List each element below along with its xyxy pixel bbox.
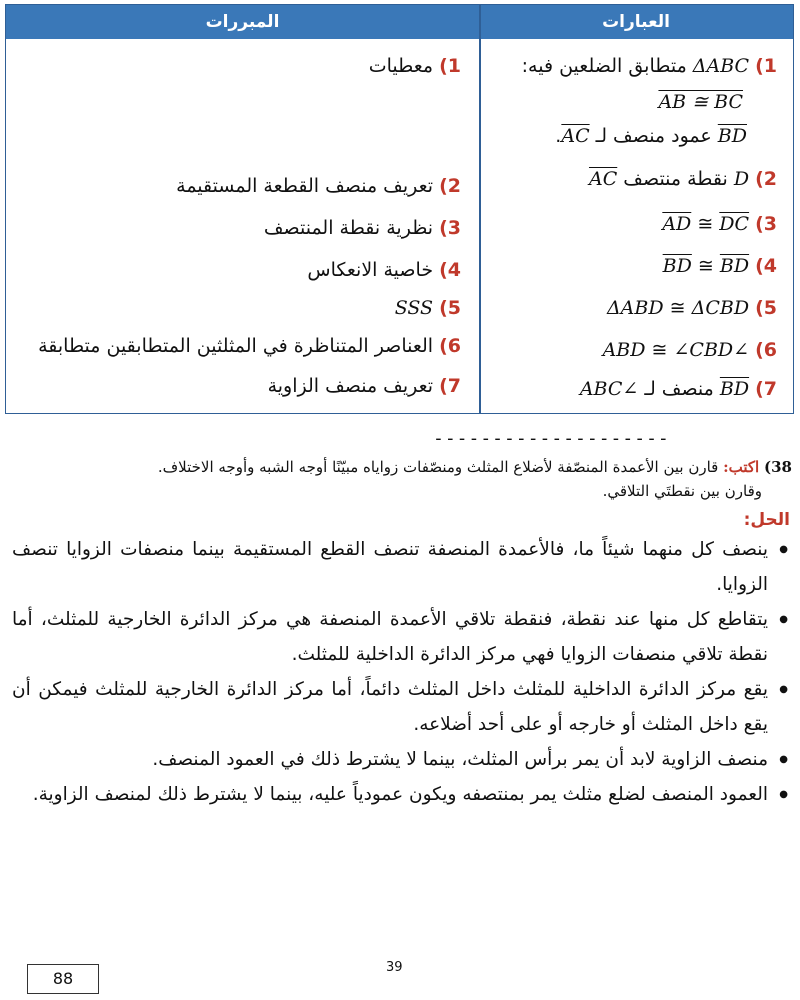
- header-reasons: المبررات: [205, 12, 280, 32]
- reason-3: 3)نظرية نقطة المنتصف: [263, 217, 461, 239]
- separator-line: --------------------: [433, 428, 670, 449]
- statement-6: 6)∠ABD ≅ ∠CBD: [602, 339, 777, 361]
- header-statements: العبارات: [602, 12, 670, 32]
- statement-1-line3: BD عمود منصف لـ AC.: [555, 125, 747, 147]
- statement-1-line2: AB ≅ BC: [658, 91, 743, 113]
- solution-label: الحل:: [743, 510, 790, 530]
- reason-6: 6)العناصر المتناظرة في المثلثين المتطابقين متطابقة: [38, 335, 461, 357]
- statement-2: 2)D نقطة منتصف AC: [588, 168, 777, 190]
- question-line-1: 38) اكتب: قارن بين الأعمدة المنصّفة لأضلاع المثلث ومنصّفات زواياه مبيّنًا أوجه الشبه وأوجه الاختلاف.: [157, 458, 792, 476]
- statement-3: 3)AD ≅ DC: [662, 213, 777, 235]
- table-header: [6, 5, 793, 39]
- question-line-2: وقارن بين نقطتَي التلاقي.: [602, 482, 762, 500]
- list-item: ● العمود المنصف لضلع مثلث يمر بمنتصفه ويكون عمودياً عليه، بينما لا يشترط ذلك لمنصف الزاوية.: [12, 777, 790, 812]
- proof-table: [5, 4, 794, 414]
- reason-4: 4)خاصية الانعكاس: [307, 259, 461, 281]
- statement-1-text: ΔABC متطابق الضلعين فيه:: [521, 55, 750, 77]
- column-divider: [479, 5, 481, 413]
- reason-7: 7)تعريف منصف الزاوية: [267, 375, 461, 397]
- page-box: 88: [27, 964, 99, 994]
- list-item: ● يتقاطع كل منها عند نقطة، فنقطة تلاقي الأعمدة المنصفة هي مركز الدائرة الخارجية للمثلث، أما نقطة تلاقي منصفات الزوايا فهي مركز الدائرة الداخلية للمثلث.: [12, 602, 790, 672]
- statement-5: 5)ΔABD ≅ ΔCBD: [606, 297, 777, 319]
- reason-1: 1)معطيات: [368, 55, 461, 77]
- list-item: ● ينصف كل منهما شيئاً ما، فالأعمدة المنصفة تنصف القطع المستقيمة بينما منصفات الزوايا تنصف الزوايا.: [12, 532, 790, 602]
- statement-1: 1)ΔABC متطابق الضلعين فيه:: [521, 55, 777, 77]
- statement-4: 4)BD ≅ BD: [662, 255, 777, 277]
- page-number: 39: [386, 960, 403, 975]
- reason-2: 2)تعريف منصف القطعة المستقيمة: [176, 175, 461, 197]
- statement-7: 7)BD منصف لـ ∠ABC: [579, 378, 777, 400]
- reason-5: 5)SSS: [394, 297, 461, 319]
- list-item: ● منصف الزاوية لابد أن يمر برأس المثلث، بينما لا يشترط ذلك في العمود المنصف.: [12, 742, 790, 777]
- list-item: ● يقع مركز الدائرة الداخلية للمثلث داخل المثلث دائماً، أما مركز الدائرة الخارجية للمثلث فيمكن أن يقع داخل المثلث أو خارجه أو على أحد أضلاعه.: [12, 672, 790, 742]
- solution-list: [12, 532, 790, 812]
